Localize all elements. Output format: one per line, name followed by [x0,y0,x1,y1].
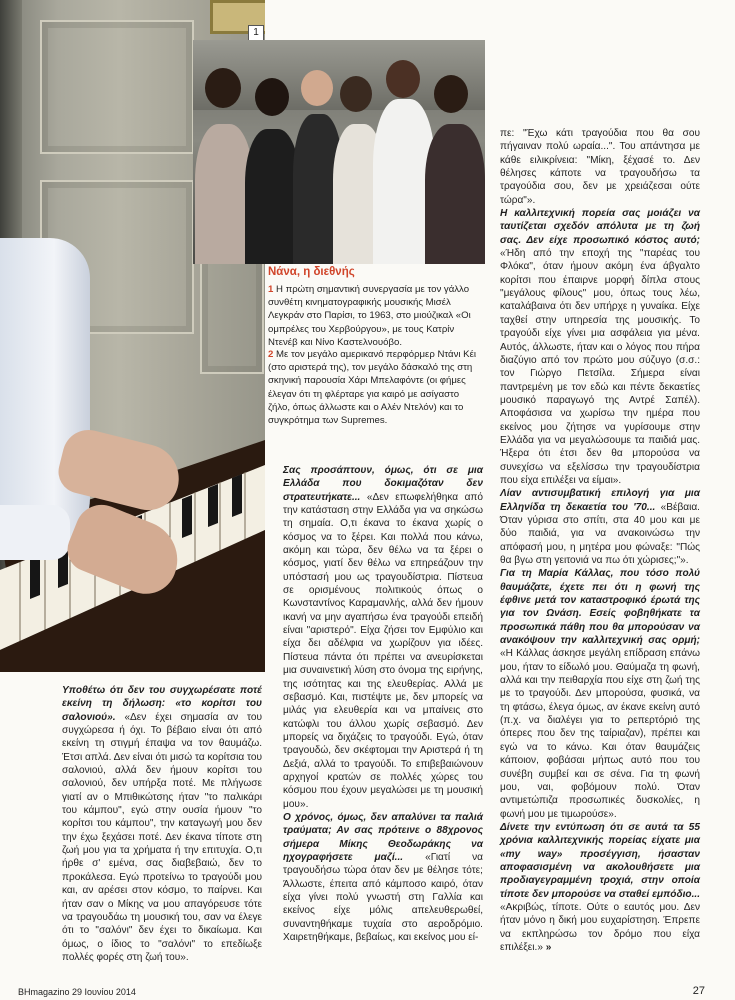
caption-num-2: 2 [268,349,274,360]
footer-publication: BHmagazino 29 Ιουνίου 2014 [18,987,136,997]
paragraph: Σας προσάπτουν, όμως, ότι σε μια Ελλάδα που δοκιμαζόταν δεν στρατευτήκατε... «Δεν επωφελήθηκα από την κατάσταση στην Ελλάδα για να σηκώσω τη σημαία. Ο,τι έκανα το έκανα χωρίς ο κόσμος να το ξέρει. Και πολλά που κάνω, ακόμη και τώρα, δεν θέλω να τα ξέρει ο κόσμος, γιατί δεν θέλω να επηρεάζουν την υπόστασή μου ως τραγουδίστρια. Πίστευα σε ορισμένους πολιτικούς όπως ο Κωνσταντίνος Καραμανλής, αλλά δεν ήμουν ικανή να μην αγαπήσω ένα τραγούδι επειδή είναι "αριστερό". Είχα ζήσει τον Εμφύλιο και είχα δει αδέλφια να χωρίζουν για ιδέες. Πίστευα πάντα ότι πρέπει να ανευρίσκεται μια συναινετική λύση στο όνομα της ειρήνης, της ισότητας και της ελευθερίας. Αλλά με σεβασμό. Και, πιστέψτε με, δεν μπορείς να μιλάς για ελευθερία και να μπαίνεις στο κατώφλι του άλλου χωρίς σεβασμό. Δεν μπορείς να διχάζεις το τραγούδι. Εγώ, όταν τραγουδώ, δεν σκέφτομαι την Αριστερά ή τη Δεξιά, αλλά το τραγούδι. Το επιβεβαιώνουν αρχηγοί κρατών σε πολλές χώρες του κόσμου που έχουν μεγαλώσει με τη μουσική μου». [283,465,483,810]
column-right [500,127,700,954]
caption-text-1: Η πρώτη σημαντική συνεργασία με τον γάλλο συνθέτη κινηματογραφικής μουσικής Μισέλ Λεγκράν στο Παρίσι, το 1963, στο μιούζικαλ «Οι ομπρέλες του Χερβούργου», με τους Κατρίν Ντενέβ και Νίνο Καστελνουόβο. [268,284,471,348]
paragraph: πε: "Έχω κάτι τραγούδια που θα σου πήγαιναν πολύ ωραία...". Του απάντησα με κάθε ειλικρίνεια: "Μίκη, ξέχασέ το. Δεν θέλησες κάποτε να τραγουδήσω τα τραγούδια σου, δεν με χρειάζεσαι ούτε τώρα"». [500,128,700,206]
paragraph: Η καλλιτεχνική πορεία σας μοιάζει να ταυτίζεται σχεδόν απόλυτα με τη ζωή σας. Δεν είχε προσωπικό κόστος αυτό; «Ήδη από την εποχή της "παρέας του Φλόκα", όταν ήμουν ακόμη ένα άβγαλτο κορίτσι που έπαιρνε μορφή δίπλα στους "μεγάλους φίλους" μου, όπως τους λέω, καταλάβαινα ότι δεν υπήρχε η γυναίκα. Είχε ταχθεί στην υπηρεσία της μουσικής. Το τραγούδι είχε γίνει μια ασφάλεια για μένα. Αυτός, άλλωστε, ήταν και ο λόγος που πήρα διαζύγιο από τον πρώτο μου σύζυγο (σ.σ.: τον Γιώργο Πετσίλα. Σήμερα είναι παντρεμένη με τον εδώ και πέντε δεκαετίες μουσικό παραγωγό της Αντρέ Σαπέλ). Αποφάσισα να χωρίσω την ημέρα που εκείνος μου ζήτησε να γυρίσουμε στην Ελλάδα για να μεγαλώσουμε τα παιδιά μας. Ήξερα ότι έτσι δεν θα μπορούσα να συνεχίσω να εξελίσσω την τραγουδίστρια που είχα επιλέξει να είμαι». [500,208,700,486]
paragraph: Για τη Μαρία Κάλλας, που τόσο πολύ θαυμάζατε, έχετε πει ότι η φωνή της έφθινε μετά τον καταστροφικό έρωτά της για τον Ωνάση. Εσείς φοβηθήκατε τα προσωπικά πάθη που θα μπορούσαν να ανακόψουν την καλλιτεχνική σας ορμή; «Η Κάλλας άσκησε μεγάλη επίδραση επάνω μου, ήταν το είδωλό μου. Θαύμαζα τη φωνή, αλλά και την πειθαρχία που είχε στη ζωή της με το τραγούδι. Δεν μπορούσα, φυσικά, να τη φτάσω, έλεγα όμως, αν έκανε εκείνη αυτό (π.χ. να διαλέγει για το ρεπερτόριό της όπερες που δεν της ταίριαζαν), πρέπει και εγώ να το κάνω. Και όταν θαυμάζεις κάποιον, φοβάσαι μήπως αυτό που του συνέβη συμβεί και σε σένα. Για τη φωνή μου, ναι, φοβόμουν πολύ. Όταν αντιμετώπιζα προσωπικές δυσκολίες, η φωνή μου με τιμωρούσε». [500,568,700,820]
page-number: 27 [692,985,705,997]
caption-text-2: Με τον μεγάλο αμερικανό περφόρμερ Ντάνι Κέι (στο αριστερά της), τον μεγάλο δάσκαλό της στη σκηνική παρουσία Χάρι Μπελαφόντε (οι φήμες έλεγαν ότι τη φλέρταρε για καιρό με ασίγαστο ζήλο, όπως άλλωστε και ο Αλέν Ντελόν) και το συγκρότημα των Supremes. [268,349,476,427]
column-left [62,684,262,964]
wall-panel [40,20,194,154]
photo-group [193,40,485,264]
end-mark: » [545,941,552,953]
caption-title: Νάνα, η διεθνής [268,266,355,278]
paragraph: Δίνετε την εντύπωση ότι σε αυτά τα 55 χρόνια καλλιτεχνικής πορείας είχατε μια «my way» προσέγγιση, ήσασταν αποφασισμένη να ακολουθήσετε μια προδιαγεγραμμένη τροχιά, στην οποία τίποτε δεν μπορούσε να σταθεί εμπόδιο... «Ακριβώς, τίποτε. Ούτε ο εαυτός μου. Δεν ήταν μόνο η δική μου ευχαρίστηση. Έπρεπε να εκπληρώσω τον δρόμο που είχα επιλέξει.» » [500,821,700,953]
photo-badge-1: 1 [248,25,264,41]
paragraph: Ο χρόνος, όμως, δεν απαλύνει τα παλιά τραύματα; Αν σας πρότεινε ο 88χρονος σήμερα Μίκης Θεοδωράκης να ηχογραφήσετε μαζί... «Γιατί να τραγουδήσω τώρα όταν δεν με θέλησε τότε; Άλλωστε, έπειτα από κάμποσο καιρό, όταν είχα γίνει πολύ γνωστή στη Γαλλία και εκείνος είχε μόλις απελευθερωθεί, συναντηθήκαμε τυχαία στο αεροδρόμιο. Χαιρετηθήκαμε, βεβαίως, και εκείνος μου εί- [283,811,483,944]
shirt-cuff [0,505,70,560]
person-2 [245,129,300,264]
paragraph: Υποθέτω ότι δεν του συγχωρέσατε ποτέ εκείνη τη δήλωση: «το κορίτσι του σαλονιού». «Δεν έχει σημασία αν του συγχώρεσα ή όχι. Το βέβαιο είναι ότι από εκείνη τη στιγμή έπαψα να τον θαυμάζω. Έτσι απλά. Δεν είναι ότι μισώ τα κορίτσια του σαλονιού, αλλά δεν ήμουν κορίτσι του σαλονιού, δεν υπήρξα ποτέ. Με πλήγωσε γιατί αν ο Μπιθικώτσης ήταν "το παλικάρι του κάμπου", εγώ στην ουσία ήμουν "το κορίτσι του κάμπου", την καταγωγή μου δεν την έχω ξεχάσει ποτέ. Δεν έκανα τίποτε στη ζωή μου για τα χρήματα ή την επιτυχία. Ο,τι ήρθε σ' εμένα, σας διαβεβαιώ, δεν το προκάλεσα. Εγώ προτείνω το τραγούδι μου και, αν αρέσει στον κόσμο, το παίρνει. Και ήταν σαν ο Μίκης να μου απαγόρευσε τότε να τραγουδάω τη μουσική του, σαν να έλεγε ότι το "σαλόνι" δεν έχει το δικαίωμα. Και όμως, ο ίδιος το "σαλόνι" το επεδίωξε πολλές φορές στη ζωή του». [62,685,262,963]
paragraph: Λίαν αντισυμβατική επιλογή για μια Ελληνίδα τη δεκαετία του '70... «Βέβαια. Όταν γύρισα στο σπίτι, στα 40 μου και με δύο παιδιά, για να ανακοινώσω την απόφασή μου, η μητέρα μου φώναξε: "Πώς θα βγω στη γειτονιά να πω ότι χώρισες;"». [500,488,700,566]
caption-item-2 [268,348,483,427]
caption-num-1: 1 [268,284,274,295]
column-middle [283,464,483,944]
caption-item-1 [268,283,483,349]
person-6 [425,124,485,264]
